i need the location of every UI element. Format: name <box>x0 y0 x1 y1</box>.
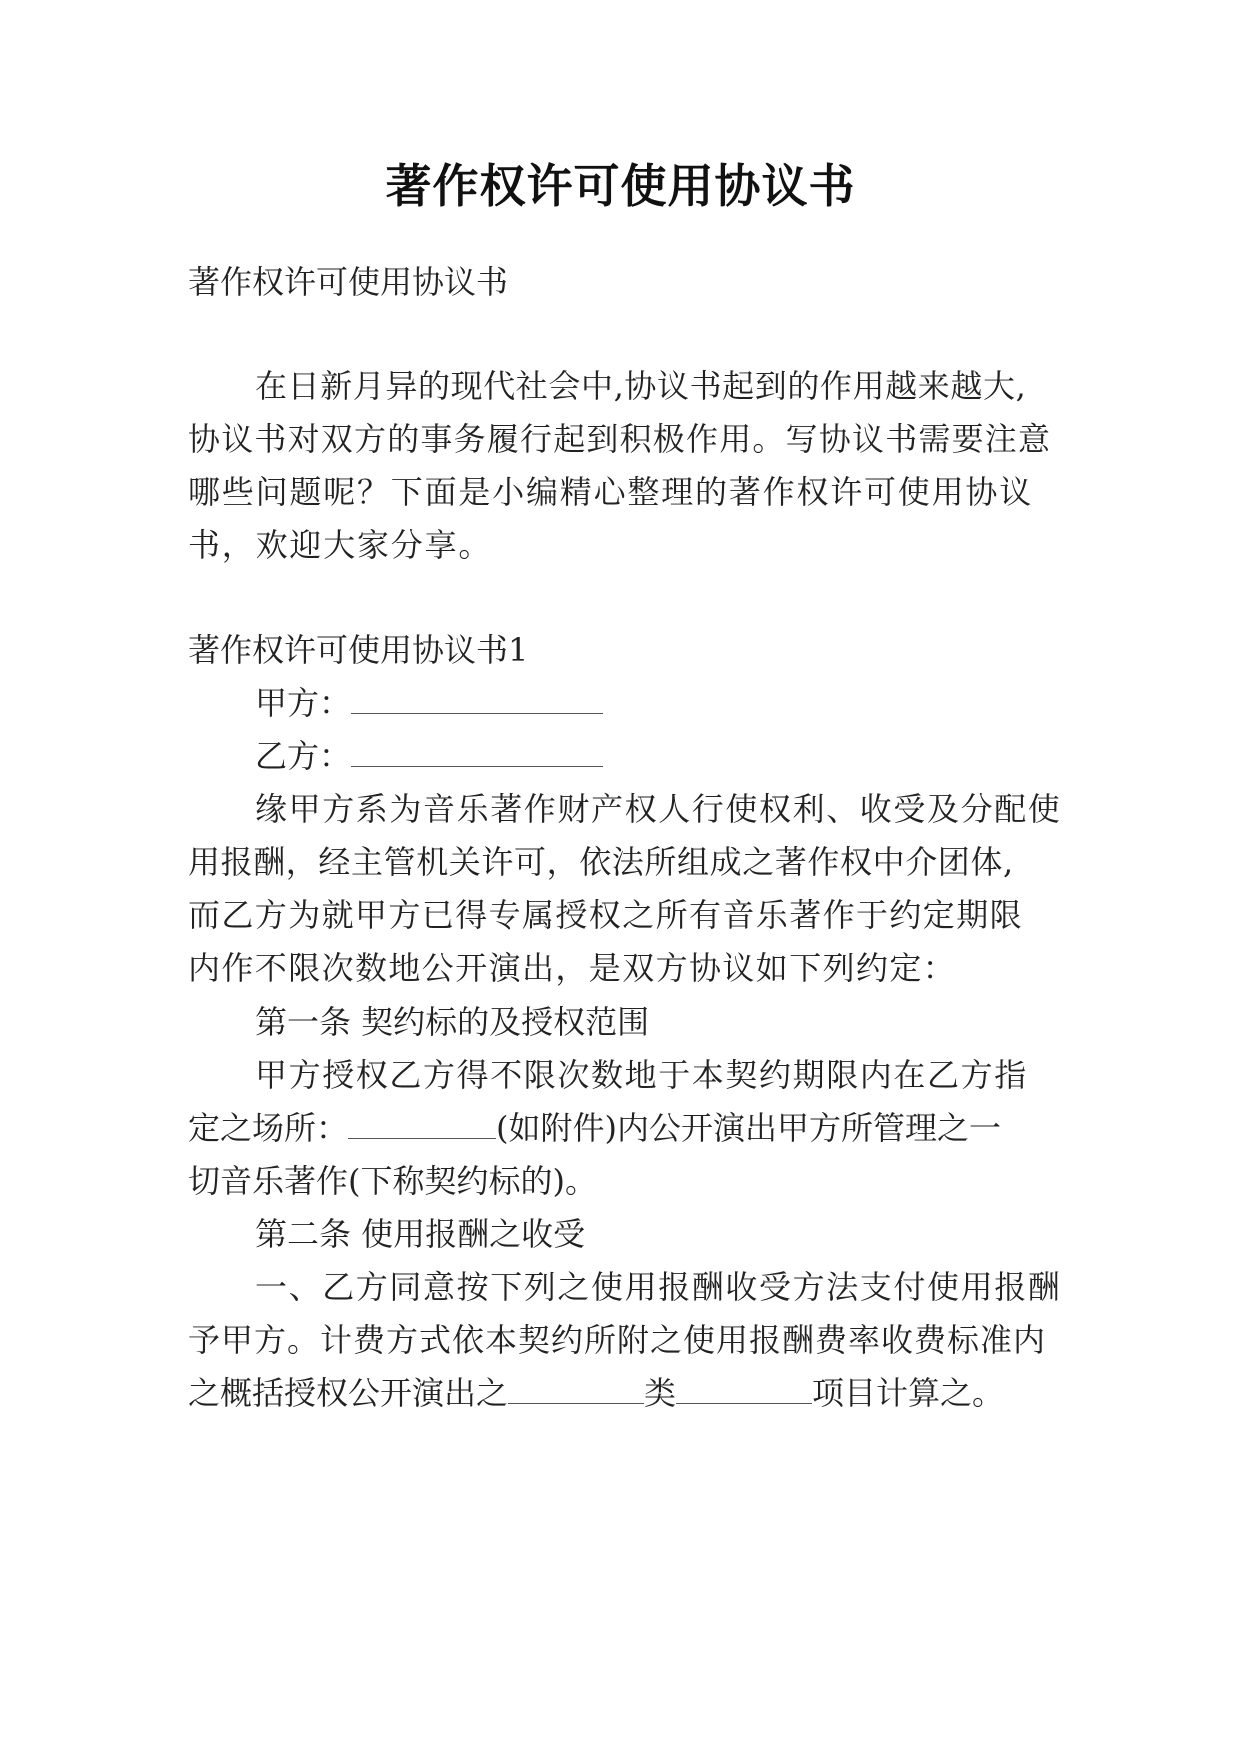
intro-line-1: 在日新月异的现代社会中,协议书起到的作用越来越大, <box>255 367 1027 405</box>
preamble-line-3: 而乙方为就甲方已得专属授权之所有音乐著作于约定期限 <box>188 896 1024 934</box>
fee-item-suffix: 项目计算之。 <box>812 1374 1005 1412</box>
venue-label: 定之场所： <box>188 1109 349 1147</box>
venue-blank <box>348 1108 496 1139</box>
party-b-label: 乙方： <box>255 737 352 775</box>
article-2-line-2: 予甲方。计费方式依本契约所附之使用报酬费率收费标准内 <box>188 1321 1047 1359</box>
party-b-row <box>255 736 603 776</box>
fee-category-blank <box>508 1373 644 1404</box>
article-1-heading: 第一条 契约标的及授权范围 <box>255 1003 650 1041</box>
article-1-line-3: 切音乐著作(下称契约标的)。 <box>188 1162 597 1200</box>
article-2-line-3 <box>188 1373 1004 1413</box>
fee-category-prefix: 之概括授权公开演出之 <box>188 1374 509 1412</box>
article-2-line-1: 一、乙方同意按下列之使用报酬收受方法支付使用报酬 <box>255 1268 1062 1306</box>
preamble-line-1: 缘甲方系为音乐著作财产权人行使权利、收受及分配使 <box>255 790 1062 828</box>
intro-line-3: 哪些问题呢？下面是小编精心整理的著作权许可使用协议 <box>188 473 1034 511</box>
article-1-line-1: 甲方授权乙方得不限次数地于本契约期限内在乙方指 <box>255 1056 1028 1094</box>
page-title: 著作权许可使用协议书 <box>385 159 856 213</box>
fee-item-blank <box>676 1373 812 1404</box>
preamble-line-2: 用报酬，经主管机关许可，依法所组成之著作权中介团体, <box>188 843 1014 881</box>
party-b-blank <box>351 736 603 767</box>
fee-category-label: 类 <box>644 1374 677 1412</box>
intro-line-2: 协议书对双方的事务履行起到积极作用。写协议书需要注意 <box>188 420 1052 458</box>
article-2-heading: 第二条 使用报酬之收受 <box>255 1215 586 1253</box>
document-subtitle: 著作权许可使用协议书 <box>188 263 509 301</box>
section-heading: 著作权许可使用协议书1 <box>188 631 529 669</box>
article-1-line-2 <box>188 1108 1001 1148</box>
article-1-line-2-rest: (如附件)内公开演出甲方所管理之一 <box>496 1109 1001 1147</box>
party-a-blank <box>351 683 603 714</box>
party-a-row <box>255 683 603 723</box>
preamble-line-4: 内作不限次数地公开演出，是双方协议如下列约定： <box>188 949 957 987</box>
party-a-label: 甲方： <box>255 684 352 722</box>
intro-line-4: 书，欢迎大家分享。 <box>188 526 493 564</box>
